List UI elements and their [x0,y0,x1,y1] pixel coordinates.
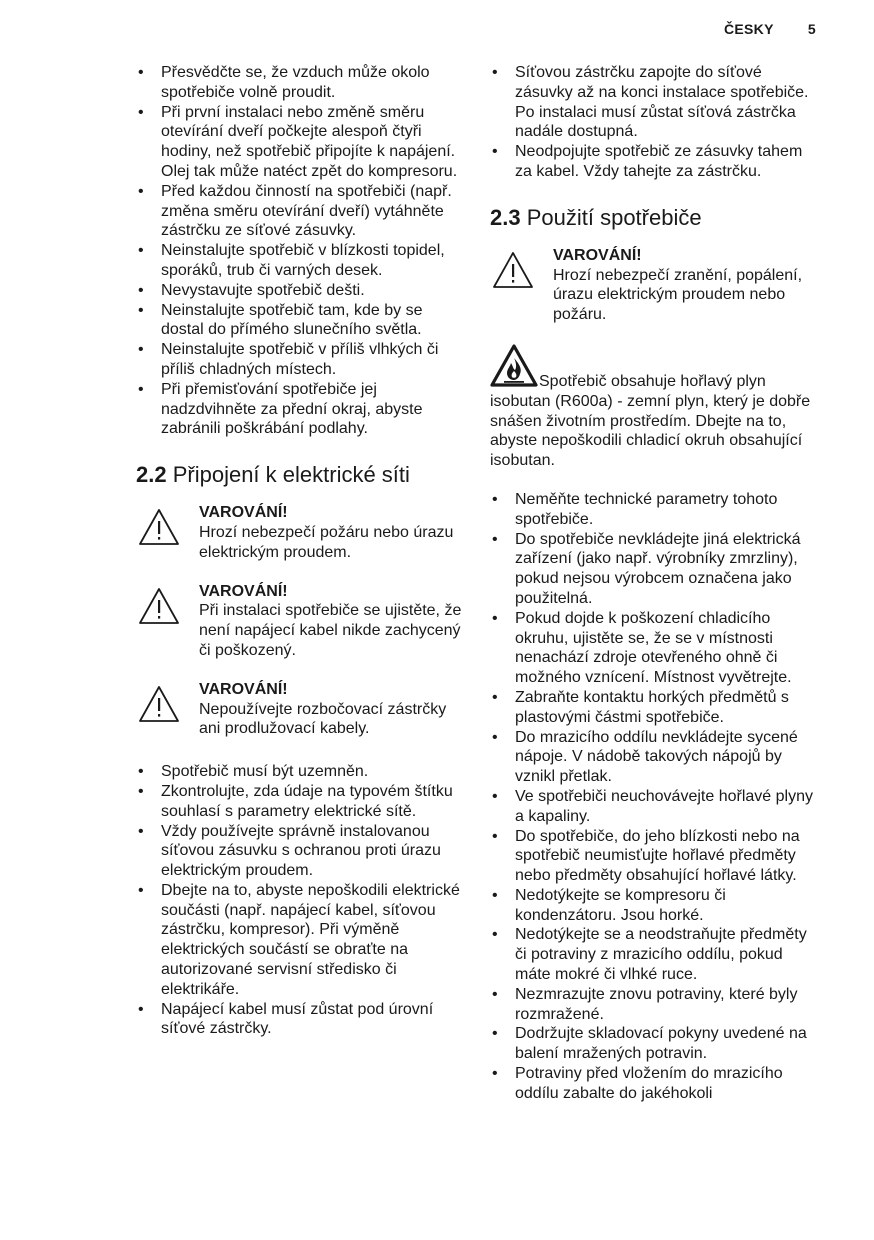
section-number: 2.3 [490,204,521,230]
installation-bullet-list [136,63,466,439]
warning-triangle-icon [492,251,534,289]
list-item: • Nevystavujte spotřebič dešti. [136,281,466,301]
warning-block [136,503,466,562]
usage-bullet-list [490,490,820,1104]
warning-triangle-icon [138,508,180,546]
list-item: • Neměňte technické parametry tohoto spotřebiče. [490,490,820,530]
list-item: • Dbejte na to, abyste nepoškodili elektrické součásti (např. napájecí kabel, síťovou zástrčku, kompresor). Při výměně elektrických součástí se obraťte na autorizované servisní středisko či elektrikáře. [136,881,466,1000]
list-item: • Ve spotřebiči neuchovávejte hořlavé plyny a kapaliny. [490,787,820,827]
list-item: • Nedotýkejte se kompresoru či kondenzátoru. Jsou horké. [490,886,820,926]
section-title: Připojení k elektrické síti [172,462,410,488]
language-label: ČESKY [723,21,774,37]
warning-block [136,582,466,661]
connection-bullet-list [490,63,820,182]
list-item: • Nedotýkejte se a neodstraňujte předměty či potraviny z mrazicího oddílu, pokud máte mokré či vlhké ruce. [490,925,820,984]
flammable-note-text: Spotřebič obsahuje hořlavý plyn isobutan (R600a) - zemní plyn, který je dobře snášen životním prostředím. Dbejte na to, abyste nepoškodili chladicí okruh obsahující isobutan. [490,372,811,470]
warning-block [136,680,466,739]
left-column [136,63,466,1039]
page-header [724,21,816,37]
electrical-bullet-list [136,762,466,1039]
warning-title: VAROVÁNÍ! [553,246,642,264]
section-heading-electrical [136,462,466,488]
warning-text: Hrozí nebezpečí zranění, popálení, úrazu elektrickým proudem nebo požáru. [553,266,803,324]
list-item: • Přesvědčte se, že vzduch může okolo spotřebiče volně proudit. [136,63,466,103]
warning-triangle-icon [138,685,180,723]
warning-text: Hrozí nebezpečí požáru nebo úrazu elektrickým proudem. [199,523,454,561]
list-item: • Neinstalujte spotřebič v blízkosti topidel, sporáků, trub či varných desek. [136,241,466,281]
warning-title: VAROVÁNÍ! [199,680,288,698]
page-number: 5 [807,21,816,37]
list-item: • Vždy používejte správně instalovanou síťovou zásuvku s ochranou proti úrazu elektrickým proudem. [136,822,466,881]
flammable-warning-icon [490,344,538,388]
list-item: • Neodpojujte spotřebič ze zásuvky tahem za kabel. Vždy tahejte za zástrčku. [490,142,820,182]
list-item: • Do spotřebiče, do jeho blízkosti nebo na spotřebič neumisťujte hořlavé předměty nebo předměty obsahující hořlavé látky. [490,827,820,886]
list-item: • Před každou činností na spotřebiči (např. změna směru otevírání dveří) vytáhněte zástrčku ze síťové zásuvky. [136,182,466,241]
warning-triangle-icon [138,587,180,625]
warning-text: Nepoužívejte rozbočovací zástrčky ani prodlužovací kabely. [199,700,447,738]
warning-block [490,246,820,325]
list-item: • Napájecí kabel musí zůstat pod úrovní síťové zástrčky. [136,1000,466,1040]
section-title: Použití spotřebiče [526,204,702,230]
section-heading-usage [490,205,820,231]
list-item: • Při první instalaci nebo změně směru otevírání dveří počkejte alespoň čtyři hodiny, než spotřebič připojíte k napájení. Olej tak může natéct zpět do kompresoru. [136,103,466,182]
list-item: • Do spotřebiče nevkládejte jiná elektrická zařízení (jako např. výrobníky zmrzliny), pokud nejsou výrobcem označena jako použitelná. [490,530,820,609]
list-item: • Pokud dojde k poškození chladicího okruhu, ujistěte se, že se v místnosti nenachází zdroje otevřeného ohně či možného vznícení. Místnost vyvětrejte. [490,609,820,688]
warning-title: VAROVÁNÍ! [199,504,288,522]
list-item: • Neinstalujte spotřebič tam, kde by se dostal do přímého slunečního světla. [136,301,466,341]
warning-title: VAROVÁNÍ! [199,582,288,600]
list-item: • Dodržujte skladovací pokyny uvedené na balení mražených potravin. [490,1024,820,1064]
list-item: • Při přemisťování spotřebiče jej nadzdvihněte za přední okraj, abyste zabránili poškrábání podlahy. [136,380,466,439]
list-item: • Spotřebič musí být uzemněn. [136,762,466,782]
warning-text: Při instalaci spotřebiče se ujistěte, že není napájecí kabel nikde zachycený či poškozený. [199,602,462,659]
list-item: • Potraviny před vložením do mrazicího oddílu zabalte do jakéhokoli [490,1064,820,1104]
list-item: • Neinstalujte spotřebič v příliš vlhkých či příliš chladných místech. [136,340,466,380]
list-item: • Zabraňte kontaktu horkých předmětů s plastovými částmi spotřebiče. [490,688,820,728]
right-column [490,63,820,1104]
list-item: • Nezmrazujte znovu potraviny, které byly rozmražené. [490,985,820,1025]
flammable-gas-note [490,344,820,471]
section-number: 2.2 [136,462,167,488]
list-item: • Do mrazicího oddílu nevkládejte sycené nápoje. V nádobě takových nápojů by vznikl přetlak. [490,728,820,787]
list-item: • Síťovou zástrčku zapojte do síťové zásuvky až na konci instalace spotřebiče. Po instalaci musí zůstat síťová zástrčka nadále dostupná. [490,63,820,142]
list-item: • Zkontrolujte, zda údaje na typovém štítku souhlasí s parametry elektrické sítě. [136,782,466,822]
